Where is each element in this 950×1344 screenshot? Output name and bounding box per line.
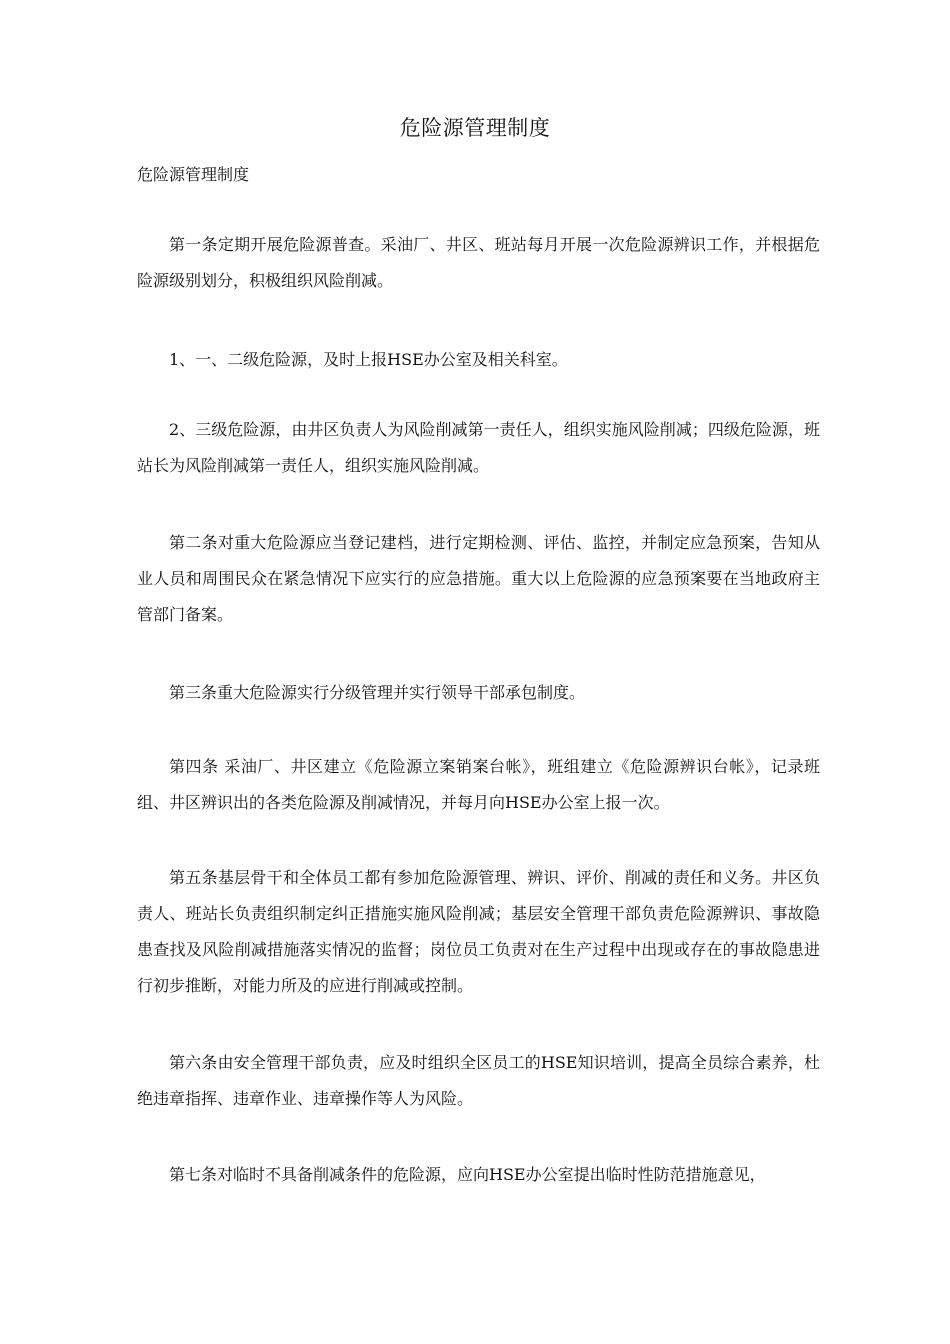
- paragraph-article-1: 第一条定期开展危险源普查。采油厂、井区、班站每月开展一次危险源辨识工作，并根据危险源级别划分，积极组织风险削减。: [137, 235, 820, 290]
- paragraph-article-7: 第七条对临时不具备削减条件的危险源，应向HSE办公室提出临时性防范措施意见，: [169, 1165, 766, 1184]
- document-subtitle: 危险源管理制度: [137, 165, 250, 184]
- paragraph-article-6: 第六条由安全管理干部负责，应及时组织全区员工的HSE知识培训，提高全员综合素养，杜绝违章指挥、违章作业、违章操作等人为风险。: [137, 1053, 820, 1108]
- paragraph-article-4: 第四条 采油厂、井区建立《危险源立案销案台帐》，班组建立《危险源辨识台帐》，记录班组、井区辨识出的各类危险源及削减情况，并每月向HSE办公室上报一次。: [137, 757, 820, 812]
- document-title: 危险源管理制度: [399, 116, 551, 140]
- paragraph-article-2: 第二条对重大危险源应当登记建档，进行定期检测、评估、监控，并制定应急预案，告知从业人员和周围民众在紧急情况下应实行的应急措施。重大以上危险源的应急预案要在当地政府主管部门备案。: [137, 533, 820, 624]
- paragraph-item-1: 1、一、二级危险源，及时上报HSE办公室及相关科室。: [169, 350, 568, 369]
- paragraph-article-3: 第三条重大危险源实行分级管理并实行领导干部承包制度。: [169, 683, 586, 702]
- paragraph-item-2: 2、三级危险源，由井区负责人为风险削减第一责任人，组织实施风险削减；四级危险源，班站长为风险削减第一责任人，组织实施风险削减。: [137, 420, 820, 475]
- paragraph-article-5: 第五条基层骨干和全体员工都有参加危险源管理、辨识、评价、削减的责任和义务。井区负责人、班站长负责组织制定纠正措施实施风险削减；基层安全管理干部负责危险源辨识、事故隐患查找及风险削减措施落实情况的监督；岗位员工负责对在生产过程中出现或存在的事故隐患进行初步推断，对能力所及的应进行削减或控制。: [137, 868, 820, 995]
